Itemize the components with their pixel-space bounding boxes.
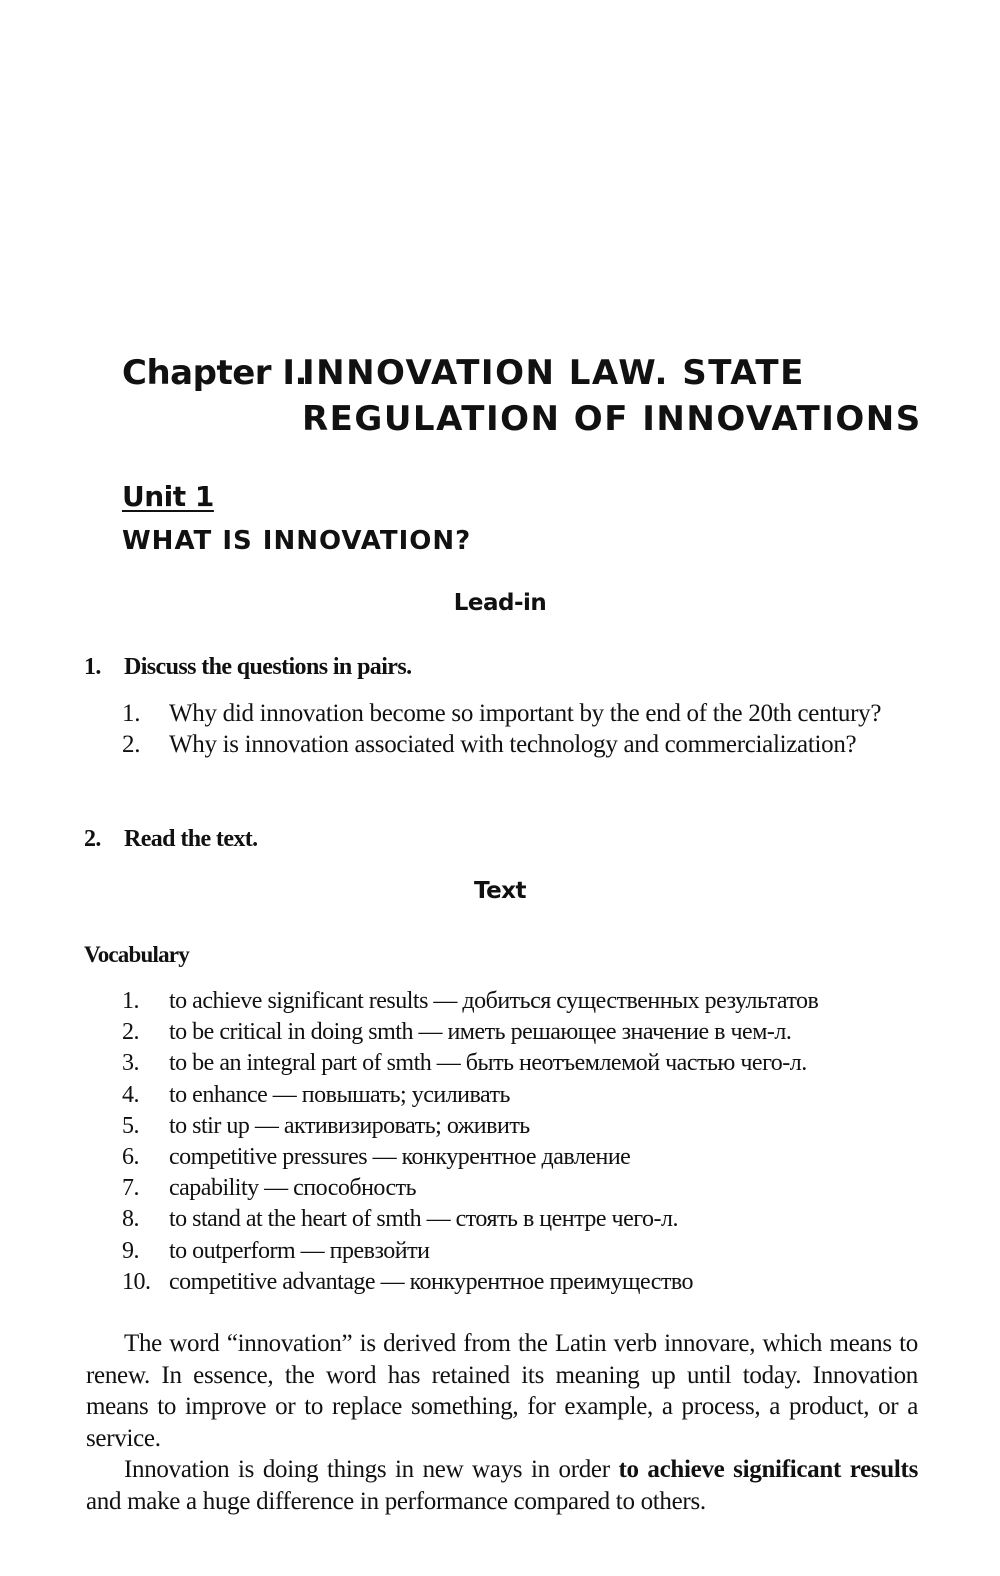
- vocabulary-number: 9.: [122, 1237, 139, 1264]
- question-number: 2.: [122, 731, 141, 758]
- text-heading: Text: [473, 878, 527, 904]
- unit-number: Unit 1: [122, 480, 214, 513]
- vocabulary-number: 10.: [122, 1268, 151, 1295]
- vocabulary-text: to stand at the heart of smth — стоять в центре чего-л.: [169, 1206, 678, 1233]
- lead-in-heading: Lead-in: [453, 590, 547, 616]
- body-paragraph-1: The word “innovation” is derived from the Latin verb innovare, which means to renew. In essence, the word has retained its meaning up until today. Innovation means to improve or to replace something, for example, a process, a product, or a service.: [86, 1330, 918, 1452]
- vocabulary-text: to outperform — превзойти: [169, 1237, 430, 1264]
- vocabulary-text: to be an integral part of smth — быть неотъемлемой частью чего-л.: [169, 1050, 807, 1077]
- vocabulary-item: [122, 986, 942, 1017]
- task-1: [84, 654, 411, 681]
- question-item: [122, 698, 922, 729]
- paragraph-2-bold-term: to achieve significant results: [618, 1456, 918, 1483]
- vocabulary-text: to achieve significant results — добиться существенных результатов: [169, 988, 819, 1014]
- vocabulary-item: [122, 1236, 942, 1267]
- task-2-number: 2.: [84, 826, 101, 852]
- vocabulary-text: to be critical in doing smth — иметь решающее значение в чем-л.: [169, 1019, 792, 1046]
- question-item: [122, 729, 922, 760]
- vocabulary-item: [122, 1142, 942, 1173]
- vocabulary-number: 6.: [122, 1144, 139, 1171]
- unit-title: WHAT IS INNOVATION?: [122, 526, 472, 556]
- vocabulary-number: 1.: [122, 988, 139, 1014]
- vocabulary-list: [122, 986, 942, 1298]
- chapter-title-line-2: REGULATION OF INNOVATIONS: [302, 399, 922, 439]
- vocabulary-item: [122, 1204, 942, 1235]
- vocabulary-item: [122, 1080, 942, 1111]
- vocabulary-item: [122, 1173, 942, 1204]
- vocabulary-text: competitive pressures — конкурентное давление: [169, 1144, 631, 1171]
- vocabulary-text: capability — способность: [169, 1175, 417, 1202]
- chapter-title-line-1: INNOVATION LAW. STATE: [302, 353, 805, 393]
- task-2-text: Read the text.: [124, 826, 258, 852]
- paragraph-2-start: Innovation is doing things in new ways in order: [124, 1456, 619, 1483]
- task-1-number: 1.: [84, 654, 101, 680]
- vocabulary-item: [122, 1111, 942, 1142]
- vocabulary-number: 5.: [122, 1112, 139, 1139]
- vocabulary-number: 3.: [122, 1050, 139, 1077]
- vocabulary-number: 2.: [122, 1019, 139, 1046]
- body-paragraph-2: [86, 1454, 918, 1517]
- question-text: Why is innovation associated with technology and commercialization?: [169, 731, 857, 758]
- vocabulary-item: [122, 1048, 942, 1079]
- vocabulary-text: competitive advantage — конкурентное преимущество: [169, 1268, 694, 1295]
- vocabulary-text: to enhance — повышать; усиливать: [169, 1081, 510, 1108]
- question-text: Why did innovation become so important by the end of the 20th century?: [169, 700, 882, 727]
- question-number: 1.: [122, 700, 141, 727]
- vocabulary-text: to stir up — активизировать; оживить: [169, 1112, 530, 1139]
- vocabulary-item: [122, 1267, 942, 1298]
- vocabulary-number: 4.: [122, 1081, 139, 1108]
- question-list: [122, 698, 922, 760]
- task-2: [84, 826, 258, 853]
- vocabulary-heading: Vocabulary: [84, 942, 189, 967]
- vocabulary-item: [122, 1017, 942, 1048]
- vocabulary-number: 7.: [122, 1175, 139, 1202]
- task-1-text: Discuss the questions in pairs.: [124, 654, 412, 680]
- chapter-label: Chapter I.: [122, 353, 307, 393]
- vocabulary-number: 8.: [122, 1206, 139, 1233]
- paragraph-2-end: and make a huge difference in performance compared to others.: [86, 1487, 706, 1515]
